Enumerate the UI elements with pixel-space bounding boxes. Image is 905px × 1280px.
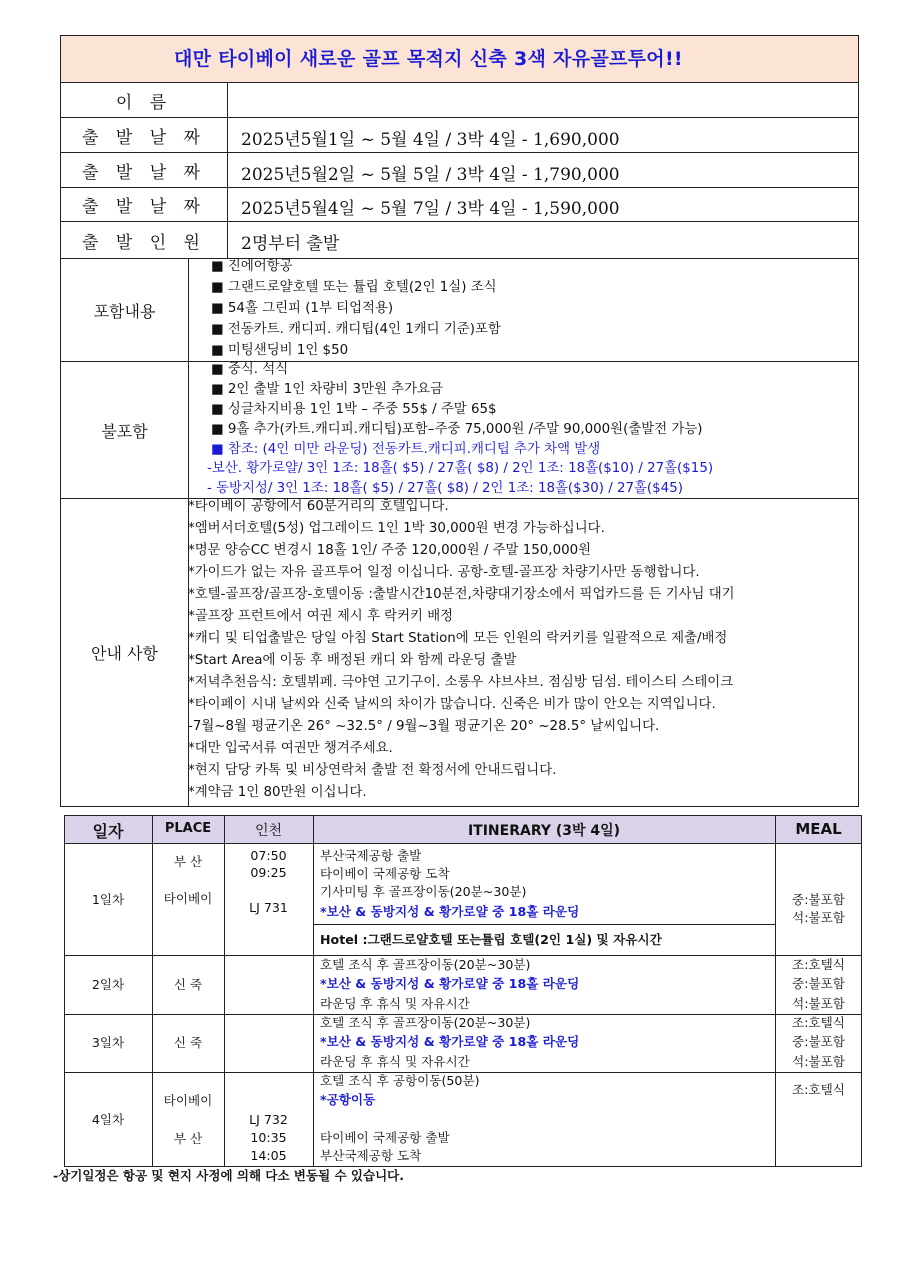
page-title: 대만 타이베이 새로운 골프 목적지 신축 3색 자유골프투어!! [174,48,683,70]
notice-item: *타이베이 공항에서 60분거리의 호텔입니다. [188,499,449,514]
flight-time: 14:05 [250,1148,287,1163]
excluded-note: ■ 참조: (4인 미만 라운딩) 전동카트.캐디피.캐디팁 추가 차액 발생 [211,442,601,457]
itinerary-line: 부산국제공항 도착 [320,1148,422,1163]
golf-highlight: *보산 & 동방지성 & 황가로얄 중 18홀 라운딩 [320,976,580,991]
meal: 조:호텔식 [792,957,845,972]
itinerary-line: 기사미팅 후 골프장이동(20분~30분) [320,884,527,899]
info-row-name [60,83,859,118]
meal: 중:불포함 [792,1034,845,1049]
footer-note: -상기일정은 항공 및 현지 사정에 의해 다소 변동될 수 있습니다. [53,1168,404,1183]
info-label: 출 발 날 짜 [61,118,228,152]
header-day: 일자 [92,822,124,841]
itinerary-line: 부산국제공항 출발 [320,848,422,863]
info-label: 출 발 인 원 [61,222,228,258]
flight-number: LJ 731 [249,900,288,915]
golf-highlight: *보산 & 동방지성 & 황가로얄 중 18홀 라운딩 [320,1034,580,1049]
golf-highlight: *공항이동 [320,1092,376,1107]
info-row-date-3 [60,188,859,222]
meal: 중:불포함 [792,976,845,991]
included-item: ■ 미팅샌딩비 1인 $50 [211,343,349,358]
itinerary-line: 타이베이 국제공항 출발 [320,1130,450,1145]
meal: 석:불포함 [792,996,845,1011]
flight-time: 09:25 [250,865,287,880]
included-section [60,259,859,362]
included-item: ■ 그랜드로얄호텔 또는 튤립 호텔(2인 1실) 조식 [211,280,497,295]
notice-item: *Start Area에 이동 후 배정된 캐디 와 함께 라운딩 출발 [188,653,517,668]
excluded-note: - 동방지성/ 3인 1조: 18홀( $5) / 27홀( $8) / 2인 1조: 18홀($30) / 27홀($45) [207,481,683,496]
excluded-section [60,362,859,499]
notice-section [60,499,859,807]
excluded-item: ■ 9홀 추가(카트.캐디피.캐디팁)포함–주중 75,000원 /주말 90,000원(출발전 가능) [211,422,703,437]
notice-item: -7월~8월 평균기온 26° ~32.5° / 9월~3월 평균기온 20° ~28.5° 날씨입니다. [188,719,660,734]
itinerary-line: 호텔 조식 후 골프장이동(20분~30분) [320,957,531,972]
included-item: ■ 54홀 그린피 (1부 티업적용) [211,301,394,316]
notice-item: *호텔-골프장/골프장-호텔이동 :출발시간10분전,차량대기장소에서 픽업카드를 든 기사님 대기 [188,587,735,602]
included-label: 포함내용 [93,301,156,321]
meal: 중:불포함 [792,892,845,907]
day-place: 타이베이 [163,891,213,906]
notice-item: *저녁추천음식: 호텔뷔페. 극야연 고기구이. 소롱우 샤브샤브. 점심방 딤섬. 테이스티 스테이크 [188,675,734,690]
day-place: 신 죽 [173,977,203,992]
included-item: ■ 전동카트. 캐디피. 캐디팁(4인 1캐디 기준)포함 [211,322,501,337]
notice-item: *가이드가 없는 자유 골프투어 일정 이십니다. 공항-호텔-골프장 차량기사만 동행합니다. [188,565,700,580]
title-banner [60,35,859,83]
day-label: 3일차 [91,1035,125,1050]
notice-item: *계약금 1인 80만원 이십니다. [188,785,367,800]
day-place: 타이베이 [163,1093,213,1108]
notice-item: *캐디 및 티업출발은 당일 아침 Start Station에 모든 인원의 락커키를 일괄적으로 제출/배정 [188,631,728,646]
excluded-item: ■ 싱글차지비용 1인 1박 – 주중 55$ / 주말 65$ [211,402,497,417]
day-label: 4일차 [91,1112,125,1127]
info-value: 2025년5월2일 ~ 5월 5일 / 3박 4일 - 1,790,000 [241,165,620,185]
golf-highlight: *보산 & 동방지성 & 황가로얄 중 18홀 라운딩 [320,904,580,919]
header-itinerary: ITINERARY (3박 4일) [467,823,621,839]
info-row-date-1 [60,118,859,153]
flight-number: LJ 732 [249,1112,288,1127]
flight-time: 07:50 [250,848,287,863]
meal: 석:불포함 [792,910,845,925]
itinerary-line: 라운딩 후 휴식 및 자유시간 [320,996,470,1011]
info-value: 2025년5월1일 ~ 5월 4일 / 3박 4일 - 1,690,000 [241,130,620,150]
info-label: 이 름 [61,83,228,117]
info-row-people [60,222,859,259]
meal: 조:호텔식 [792,1015,845,1030]
itinerary-table [64,815,862,1167]
excluded-note: -보산. 황가로얄/ 3인 1조: 18홀( $5) / 27홀( $8) / 2인 1조: 18홀($10) / 27홀($15) [207,461,714,476]
notice-item: *골프장 프런트에서 여권 제시 후 락커키 배정 [188,609,454,624]
included-item: ■ 진에어항공 [211,259,293,274]
day-label: 2일차 [91,977,125,992]
day-label: 1일차 [91,892,125,907]
flight-time: 10:35 [250,1130,287,1145]
excluded-item: ■ 2인 출발 1인 차량비 3만원 추가요금 [211,382,443,397]
notice-item: *타이페이 시내 날씨와 신죽 날씨의 차이가 많습니다. 신죽은 비가 많이 안오는 지역입니다. [188,697,716,712]
info-label: 출 발 날 짜 [61,188,228,221]
day-place: 신 죽 [173,1035,203,1050]
meal: 석:불포함 [792,1054,845,1069]
header-meal: MEAL [795,820,842,838]
notice-label: 안내 사항 [91,644,158,663]
header-transport: 인천 [254,823,283,839]
day-place: 부 산 [173,854,203,869]
header-place: PLACE [164,821,212,836]
excluded-label: 불포함 [101,421,148,441]
info-value: 2명부터 출발 [241,234,340,254]
meal: 조:호텔식 [792,1082,845,1097]
day-place: 부 산 [173,1131,203,1146]
itinerary-line: 호텔 조식 후 공항이동(50분) [320,1073,480,1088]
notice-item: *엠버서더호텔(5성) 업그레이드 1인 1박 30,000원 변경 가능하십니다. [188,521,605,536]
itinerary-line: 타이베이 국제공항 도착 [320,866,450,881]
itinerary-line: 라운딩 후 휴식 및 자유시간 [320,1054,470,1069]
info-row-date-2 [60,153,859,188]
notice-item: *현지 담당 카톡 및 비상연락처 출발 전 확정서에 안내드립니다. [188,763,557,778]
excluded-item: ■ 중식. 석식 [211,362,289,377]
itinerary-line: 호텔 조식 후 골프장이동(20분~30분) [320,1015,531,1030]
notice-item: *대만 입국서류 여권만 챙겨주세요. [188,741,393,756]
info-label: 출 발 날 짜 [61,153,228,187]
hotel-line: Hotel :그랜드로얄호텔 또는튤립 호텔(2인 1실) 및 자유시간 [320,932,662,947]
notice-item: *명문 양승CC 변경시 18홀 1인/ 주중 120,000원 / 주말 150,000원 [188,543,592,558]
info-value: 2025년5월4일 ~ 5월 7일 / 3박 4일 - 1,590,000 [241,199,620,219]
